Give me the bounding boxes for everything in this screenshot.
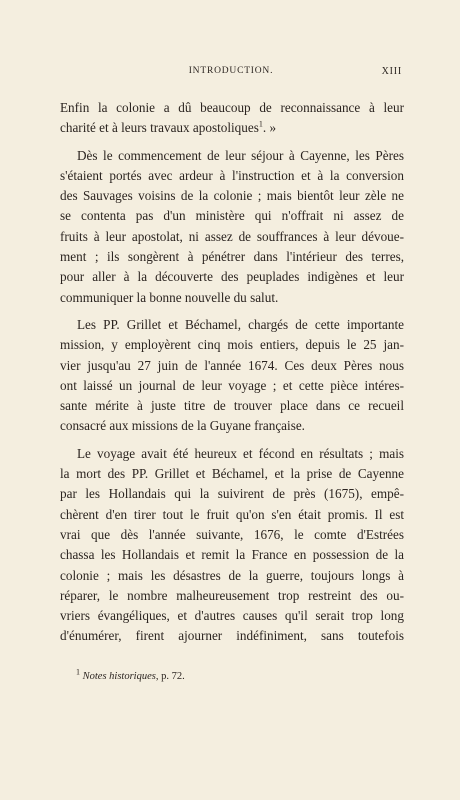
text-line: réparer, le nombre malheureusement trop restreint des ou-	[60, 587, 404, 603]
body-text	[60, 98, 404, 647]
text-line: ment ; ils songèrent à pénétrer dans l'intérieur des terres,	[60, 249, 404, 265]
text-line: par les Hollandais qui la suivirent de près (1675), empê-	[60, 486, 404, 502]
text-line: s'étaient portés avec ardeur à l'instruction et à la conversion	[60, 167, 404, 183]
footnote	[76, 667, 185, 684]
text-line	[60, 118, 404, 138]
footnote-reference: 1	[258, 119, 263, 129]
text-line: se contenta pas d'un ministère qui n'offrait ni assez de	[60, 208, 404, 224]
text-line: des Sauvages voisins de la colonie ; mais bientôt leur zèle ne	[60, 188, 404, 204]
text-line: chèrent d'en tirer tout le fruit qu'on s'en était promis. Il est	[60, 506, 404, 522]
text-fragment: charité et à leurs travaux apostoliques	[60, 120, 259, 136]
text-line: Le voyage avait été heureux et fécond en résultats ; mais	[77, 445, 404, 461]
text-line: mission, y employèrent cinq mois entiers, depuis le 25 jan-	[60, 337, 404, 353]
running-head	[60, 66, 402, 80]
text-line: fruits à leur apostolat, ni assez de souffrances à leur dévoue-	[60, 228, 404, 244]
text-line: d'énumérer, firent ajourner indéfiniment, sans toutefois	[60, 628, 404, 644]
text-line: pour aller à la découverte des peuplades indigènes et leur	[60, 269, 404, 285]
text-line: colonie ; mais les désastres de la guerre, toujours longs à	[60, 567, 404, 583]
text-line: chassa les Hollandais et remit la France en possession de la	[60, 547, 404, 563]
text-line: Les PP. Grillet et Béchamel, chargés de cette importante	[77, 316, 404, 332]
text-line: vrai que dès l'année suivante, 1676, le comte d'Estrées	[60, 526, 404, 542]
text-line: la mort des PP. Grillet et Béchamel, et la prise de Cayenne	[60, 466, 404, 482]
footnote-page: , p. 72.	[155, 671, 185, 682]
footnote-source: Notes historiques	[82, 671, 156, 682]
text-line: ont laissé un journal de leur voyage ; et cette pièce intéres-	[60, 377, 404, 393]
text-line: Dès le commencement de leur séjour à Cayenne, les Pères	[77, 147, 404, 163]
text-line: communiquer la bonne nouvelle du salut.	[60, 289, 279, 305]
text-line: Enfin la colonie a dû beaucoup de reconnaissance à leur	[60, 100, 404, 115]
text-line: vriers évangéliques, et d'autres causes qu'il serait trop long	[60, 608, 404, 624]
text-line: sante mérite à juste titre de trouver place dans ce recueil	[60, 398, 404, 414]
text-line: vier jusqu'au 27 juin de l'année 1674. Ces deux Pères nous	[60, 357, 404, 373]
footnote-marker: 1	[76, 667, 80, 677]
page-number: XIII	[381, 66, 402, 77]
text-line: consacré aux missions de la Guyane française.	[60, 418, 305, 434]
running-head-title: INTRODUCTION.	[188, 66, 274, 76]
text-fragment: . »	[262, 120, 277, 136]
